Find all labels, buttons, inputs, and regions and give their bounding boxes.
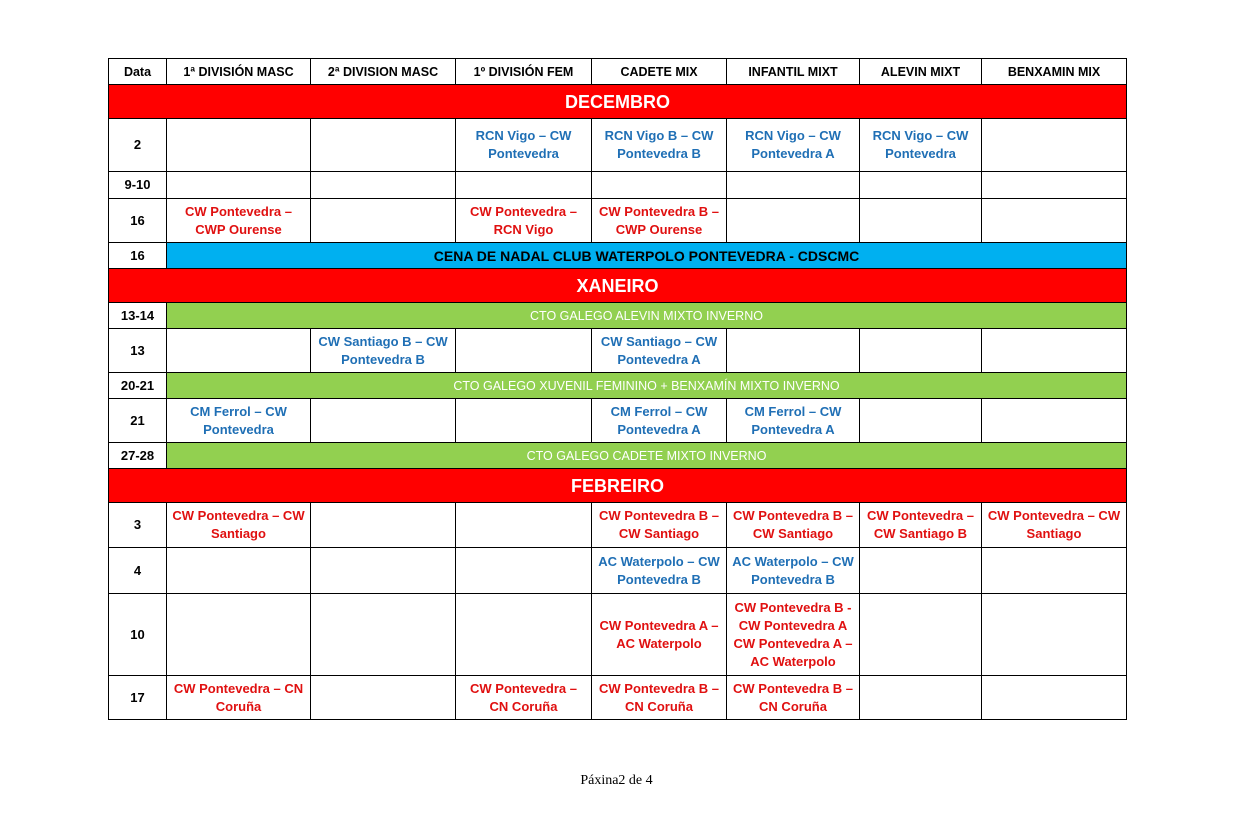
empty-cell <box>982 329 1127 373</box>
event-banner-row <box>109 243 1127 269</box>
christmas-dinner-banner: CENA DE NADAL CLUB WATERPOLO PONTEVEDRA - CDSCMC <box>167 243 1127 269</box>
match-cell: CW Pontevedra – CW Santiago <box>167 503 311 548</box>
match-cell: CW Santiago – CW Pontevedra A <box>592 329 727 373</box>
match-row <box>109 548 1127 594</box>
empty-cell <box>982 676 1127 720</box>
schedule-body <box>109 85 1127 720</box>
empty-cell <box>456 172 592 199</box>
month-label: DECEMBRO <box>109 85 1127 119</box>
match-row <box>109 676 1127 720</box>
match-cell: CM Ferrol – CW Pontevedra <box>167 399 311 443</box>
match-cell: CW Pontevedra – CW Santiago <box>982 503 1127 548</box>
match-cell: AC Waterpolo – CW Pontevedra B <box>592 548 727 594</box>
event-banner-row <box>109 373 1127 399</box>
empty-cell <box>860 199 982 243</box>
column-header: CADETE MIX <box>592 59 727 85</box>
match-cell: CW Pontevedra B – CW Santiago <box>592 503 727 548</box>
match-cell: CW Pontevedra – RCN Vigo <box>456 199 592 243</box>
month-label: XANEIRO <box>109 269 1127 303</box>
column-header: ALEVIN MIXT <box>860 59 982 85</box>
match-cell: CM Ferrol – CW Pontevedra A <box>727 399 860 443</box>
empty-cell <box>727 172 860 199</box>
event-banner-row <box>109 303 1127 329</box>
column-header: 2ª DIVISION MASC <box>311 59 456 85</box>
column-header: BENXAMIN MIX <box>982 59 1127 85</box>
match-cell: CW Pontevedra – CN Coruña <box>456 676 592 720</box>
match-cell: CW Santiago B – CW Pontevedra B <box>311 329 456 373</box>
empty-cell <box>456 503 592 548</box>
month-row <box>109 469 1127 503</box>
match-cell: CW Pontevedra – CWP Ourense <box>167 199 311 243</box>
championship-banner: CTO GALEGO CADETE MIXTO INVERNO <box>167 443 1127 469</box>
match-cell: CW Pontevedra B – CW Santiago <box>727 503 860 548</box>
empty-cell <box>167 594 311 676</box>
schedule-table <box>108 58 1127 720</box>
match-cell: CW Pontevedra B – CN Coruña <box>592 676 727 720</box>
date-cell: 2 <box>109 119 167 172</box>
empty-cell <box>311 676 456 720</box>
empty-cell <box>311 399 456 443</box>
empty-cell <box>167 172 311 199</box>
match-row <box>109 172 1127 199</box>
empty-cell <box>311 199 456 243</box>
month-row <box>109 85 1127 119</box>
date-cell: 4 <box>109 548 167 594</box>
empty-cell <box>860 329 982 373</box>
empty-cell <box>456 594 592 676</box>
empty-cell <box>311 594 456 676</box>
match-row <box>109 594 1127 676</box>
empty-cell <box>727 329 860 373</box>
date-cell: 20-21 <box>109 373 167 399</box>
match-cell: RCN Vigo – CW Pontevedra A <box>727 119 860 172</box>
date-cell: 16 <box>109 199 167 243</box>
match-cell: RCN Vigo – CW Pontevedra <box>456 119 592 172</box>
column-header: 1º DIVISIÓN FEM <box>456 59 592 85</box>
match-cell: CW Pontevedra – CW Santiago B <box>860 503 982 548</box>
month-label: FEBREIRO <box>109 469 1127 503</box>
championship-banner: CTO GALEGO XUVENIL FEMININO + BENXAMÍN MIXTO INVERNO <box>167 373 1127 399</box>
match-row <box>109 199 1127 243</box>
header-row <box>109 59 1127 85</box>
column-header: 1ª DIVISIÓN MASC <box>167 59 311 85</box>
match-row <box>109 399 1127 443</box>
empty-cell <box>860 172 982 199</box>
match-cell: AC Waterpolo – CW Pontevedra B <box>727 548 860 594</box>
date-cell: 13-14 <box>109 303 167 329</box>
empty-cell <box>311 119 456 172</box>
column-header: INFANTIL MIXT <box>727 59 860 85</box>
empty-cell <box>982 119 1127 172</box>
match-cell: CW Pontevedra B – CWP Ourense <box>592 199 727 243</box>
empty-cell <box>456 329 592 373</box>
match-row <box>109 503 1127 548</box>
date-cell: 17 <box>109 676 167 720</box>
date-cell: 10 <box>109 594 167 676</box>
column-header: Data <box>109 59 167 85</box>
month-row <box>109 269 1127 303</box>
match-cell: CM Ferrol – CW Pontevedra A <box>592 399 727 443</box>
empty-cell <box>860 676 982 720</box>
match-cell: CW Pontevedra – CN Coruña <box>167 676 311 720</box>
empty-cell <box>311 548 456 594</box>
championship-banner: CTO GALEGO ALEVIN MIXTO INVERNO <box>167 303 1127 329</box>
empty-cell <box>167 329 311 373</box>
empty-cell <box>982 594 1127 676</box>
date-cell: 9-10 <box>109 172 167 199</box>
empty-cell <box>860 399 982 443</box>
empty-cell <box>982 199 1127 243</box>
page-number: Páxina2 de 4 <box>580 773 653 788</box>
empty-cell <box>982 399 1127 443</box>
match-row <box>109 119 1127 172</box>
date-cell: 16 <box>109 243 167 269</box>
empty-cell <box>311 172 456 199</box>
date-cell: 21 <box>109 399 167 443</box>
match-cell: CW Pontevedra B - CW Pontevedra A CW Pontevedra A – AC Waterpolo <box>727 594 860 676</box>
empty-cell <box>860 594 982 676</box>
match-cell: RCN Vigo – CW Pontevedra <box>860 119 982 172</box>
match-cell: RCN Vigo B – CW Pontevedra B <box>592 119 727 172</box>
date-cell: 3 <box>109 503 167 548</box>
match-cell: CW Pontevedra B – CN Coruña <box>727 676 860 720</box>
empty-cell <box>456 399 592 443</box>
empty-cell <box>982 172 1127 199</box>
match-cell: CW Pontevedra A – AC Waterpolo <box>592 594 727 676</box>
empty-cell <box>311 503 456 548</box>
empty-cell <box>727 199 860 243</box>
empty-cell <box>982 548 1127 594</box>
date-cell: 13 <box>109 329 167 373</box>
event-banner-row <box>109 443 1127 469</box>
match-row <box>109 329 1127 373</box>
empty-cell <box>456 548 592 594</box>
empty-cell <box>592 172 727 199</box>
empty-cell <box>167 119 311 172</box>
empty-cell <box>860 548 982 594</box>
empty-cell <box>167 548 311 594</box>
date-cell: 27-28 <box>109 443 167 469</box>
